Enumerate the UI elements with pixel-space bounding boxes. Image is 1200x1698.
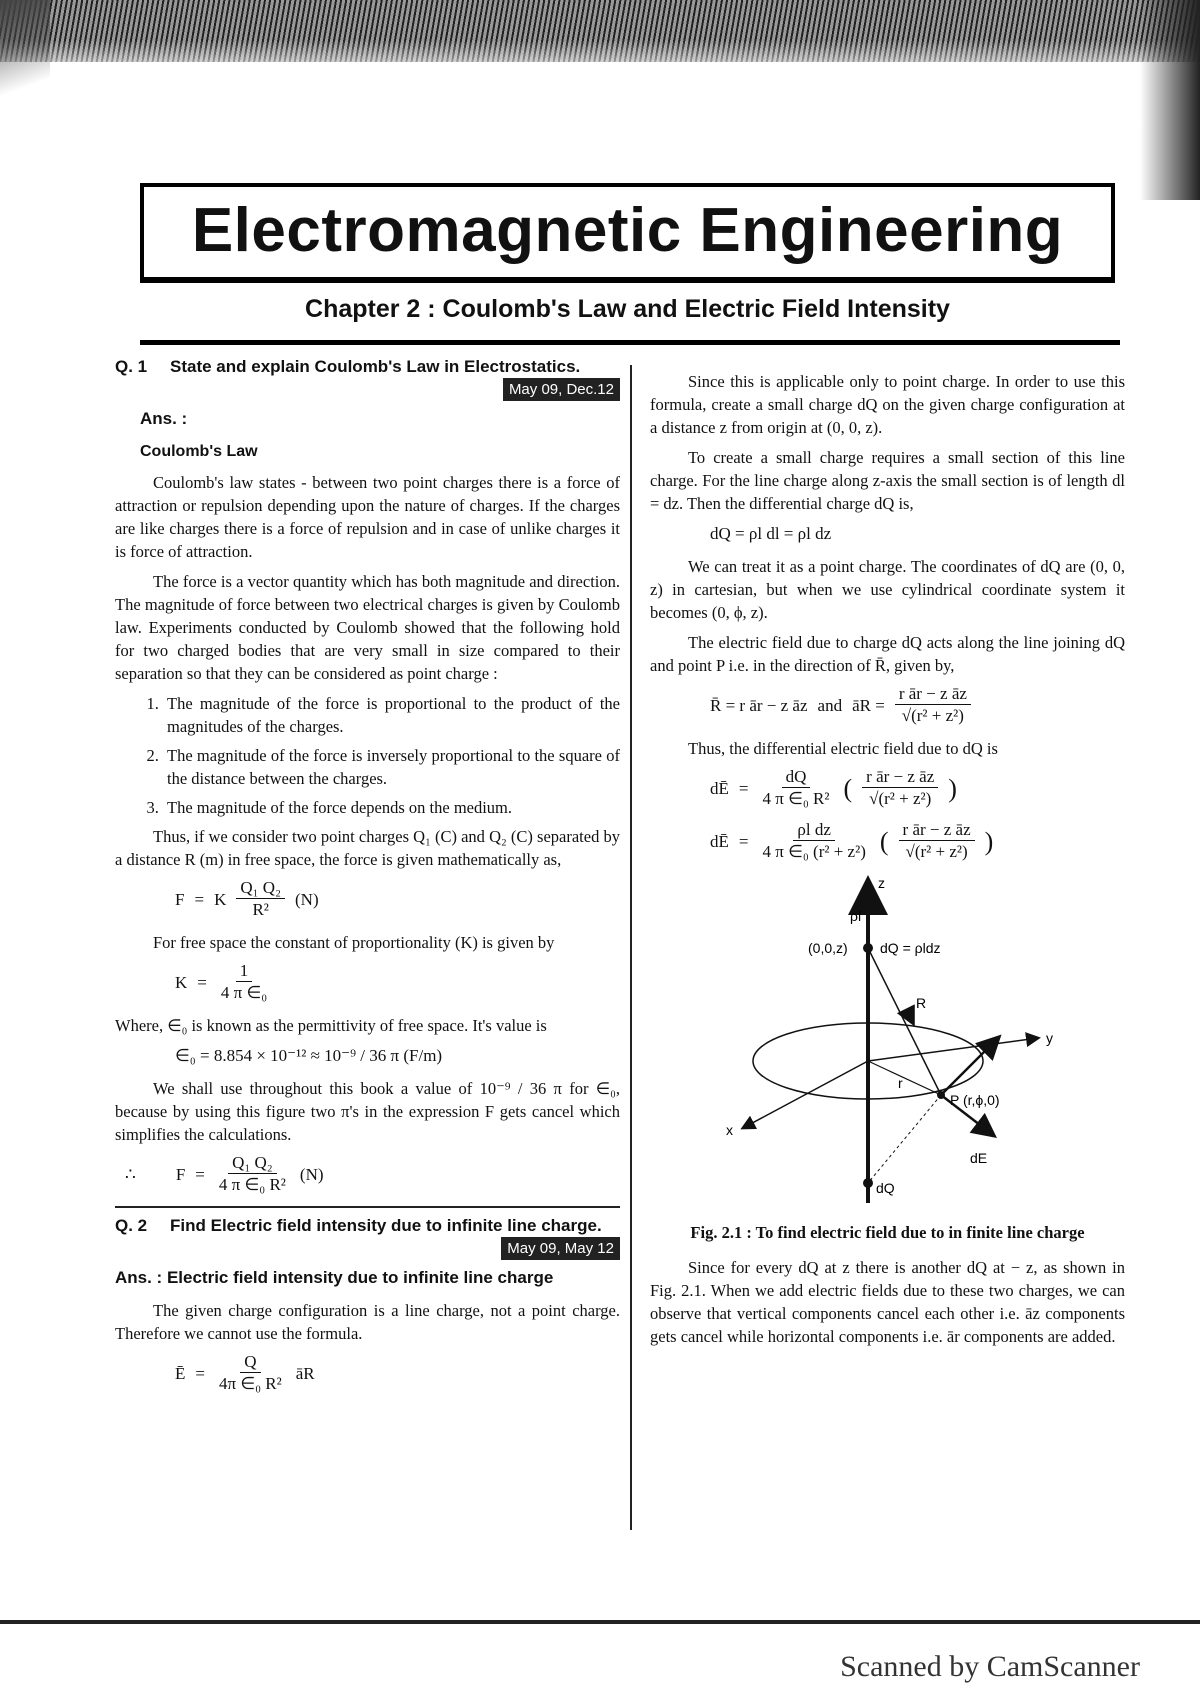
list-item: 1. The magnitude of the force is proportional to the product of the magnitudes of the charges.	[163, 692, 620, 738]
equation-de-2	[710, 820, 1125, 863]
eq-denominator: 4 π ∈₀ (r² + z²)	[762, 842, 866, 861]
paragraph: Where, ∈₀ is known as the permittivity of free space. It's value is	[115, 1016, 547, 1035]
dashed-line	[868, 1095, 941, 1183]
therefore-symbol: ∴	[125, 1165, 136, 1184]
x-label: x	[725, 1122, 733, 1138]
answer-1-label: Ans. :	[140, 409, 188, 428]
answer-2-label: Ans. : Electric field intensity due to infinite line charge	[115, 1268, 554, 1287]
equation-dq: dQ = ρl dl = ρl dz	[710, 524, 832, 543]
eq-sign: =	[194, 890, 205, 909]
eq-lhs: Ē	[175, 1364, 186, 1383]
paragraph: The electric field due to charge dQ acts along the line joining dQ and point P i.e. in the direction of R̄, given by,	[650, 633, 1125, 675]
eq-unit-vector: āR	[295, 1364, 315, 1383]
equation-k	[175, 961, 620, 1004]
origin-label: (0,0,z)	[807, 940, 848, 956]
dq-label: dQ = ρldz	[879, 940, 940, 956]
book-title: Electromagnetic Engineering	[191, 196, 1064, 265]
scan-edge-right	[1140, 0, 1200, 200]
equation-r-vector	[710, 684, 1125, 727]
question-1-exam-badge: May 09, Dec.12	[503, 378, 620, 401]
question-2-heading	[115, 1214, 620, 1260]
eq-numerator: 1	[236, 961, 253, 982]
paragraph: Thus, the differential electric field due to dQ is	[688, 739, 998, 758]
y-axis	[868, 1038, 1038, 1061]
x-axis	[743, 1061, 868, 1128]
paragraph: The force is a vector quantity which has both magnitude and direction. The magnitude of force between two electrical charges is given by Coulomb law. Experiments conducted by Coulomb showed that the following hold for two charged bodies that are very small in size compared to their separation so that they can be considered as point charge :	[115, 572, 620, 683]
eq-sign: =	[738, 832, 749, 851]
eq-lhs: K	[175, 973, 188, 992]
paragraph: We can treat it as a point charge. The coordinates of dQ are (0, 0, z) in cartesian, but when we use cylindrical coordinate system it becomes (0, ϕ, z).	[650, 557, 1125, 622]
eq-fraction	[215, 1153, 290, 1196]
paren-close: )	[948, 774, 957, 803]
eq-denominator: √(r² + z²)	[869, 789, 932, 808]
de-label: dE	[969, 1150, 987, 1166]
coulomb-law-subheading: Coulomb's Law	[140, 443, 258, 460]
eq-unit: (N)	[295, 890, 319, 909]
eq-denominator: 4 π ∈₀ R²	[762, 789, 830, 808]
eq-numerator: Q₁ Q₂	[228, 1153, 277, 1174]
list-item: 2. The magnitude of the force is inversely proportional to the square of the distance between the charges.	[163, 744, 620, 790]
paragraph: We shall use throughout this book a value of 10⁻⁹ / 36 π for ∈₀, because by using this figure two π's in the expression F gets cancel which simplifies the calculations.	[115, 1079, 620, 1144]
eq-lhs: dĒ	[710, 832, 729, 851]
eq-lhs: F	[175, 1165, 186, 1184]
eq-unit: (N)	[299, 1165, 324, 1184]
y-label: y	[1045, 1030, 1053, 1046]
list-item: 3. The magnitude of the force depends on the medium.	[163, 796, 620, 819]
paren-close: )	[984, 827, 994, 856]
scan-edge-left	[0, 0, 50, 120]
equation-coulomb-force	[175, 878, 620, 921]
eq-fraction-2	[862, 767, 938, 810]
eq-lhs-2: āR =	[852, 696, 885, 715]
charge-dot-bottom	[863, 1178, 873, 1188]
chapter-rule	[140, 340, 1120, 345]
eq-sign: =	[195, 1165, 205, 1184]
eq-numerator: dQ	[782, 767, 811, 788]
question-1-label: State and explain Coulomb's Law in Electrostatics.	[170, 357, 581, 376]
eq-numerator: Q₁ Q₂	[236, 878, 285, 899]
paragraph: Since this is applicable only to point charge. In order to use this formula, create a small charge dQ on the given charge configuration at a distance z from origin at (0, 0, z).	[650, 372, 1125, 437]
left-column	[115, 355, 620, 1405]
equation-point-charge-field	[175, 1352, 620, 1395]
equation-de-1	[710, 767, 1125, 810]
p-label: P (r,ϕ,0)	[949, 1092, 1000, 1108]
paragraph: Thus, if we consider two point charges Q₁ (C) and Q₂ (C) separated by a distance R (m) in free space, the force is given mathematically as,	[115, 827, 620, 869]
R-label: R	[915, 995, 926, 1011]
eq-lhs: F	[175, 890, 185, 909]
eq-fraction	[758, 820, 869, 863]
eq-numerator: r ār − z āz	[899, 820, 975, 841]
eq-fraction	[236, 878, 285, 921]
question-2-text	[170, 1214, 620, 1260]
paren-open: (	[843, 774, 853, 803]
eq-numerator: r ār − z āz	[862, 767, 938, 788]
eq-fraction	[215, 1352, 286, 1395]
r-line	[868, 1061, 941, 1095]
equation-force-free-space	[125, 1153, 620, 1196]
eq-denominator: 4π ∈₀ R²	[218, 1374, 282, 1393]
r-label: r	[897, 1075, 903, 1091]
figure-caption: Fig. 2.1 : To find electric field due to in finite line charge	[690, 1223, 1085, 1242]
column-divider	[630, 365, 632, 1530]
section-rule	[115, 1206, 620, 1208]
rho-label: ρl	[849, 908, 861, 924]
eq-fraction	[895, 684, 971, 727]
scan-edge-fade	[0, 40, 1200, 80]
eq-sign: =	[738, 779, 749, 798]
equation-permittivity: ∈₀ = 8.854 × 10⁻¹² ≈ 10⁻⁹ / 36 π (F/m)	[175, 1046, 443, 1065]
eq-fraction	[217, 961, 271, 1004]
point-p	[937, 1091, 945, 1099]
dq-bottom-label: dQ	[875, 1180, 895, 1196]
R-line	[868, 948, 941, 1095]
bottom-rule	[0, 1620, 1200, 1624]
eq-numerator: r ār − z āz	[895, 684, 971, 705]
paragraph: Since for every dQ at z there is another dQ at − z, as shown in Fig. 2.1. When we add electric fields due to these two charges, we can observe that vertical components cancel each other i.e. āz components gets cancel while horizontal components i.e. ār components are added.	[650, 1258, 1125, 1346]
eq-denominator: √(r² + z²)	[901, 706, 964, 725]
paragraph: To create a small charge requires a small section of this line charge. For the line charge along z-axis the small section is of length dl = dz. Then the differential charge dQ is,	[650, 448, 1125, 513]
question-1-text	[170, 355, 620, 401]
eq-numerator: ρl dz	[793, 820, 835, 841]
z-label: z	[877, 875, 885, 891]
eq-fraction	[758, 767, 833, 810]
paren-open: (	[879, 827, 889, 856]
right-column	[650, 370, 1125, 1355]
question-1-number: Q. 1	[115, 357, 148, 376]
title-box	[140, 183, 1115, 283]
eq-sign: =	[195, 1364, 205, 1383]
question-2-number: Q. 2	[115, 1216, 148, 1235]
eq-lhs: dĒ	[710, 779, 729, 798]
question-2-exam-badge: May 09, May 12	[501, 1237, 620, 1260]
eq-and: and	[817, 696, 843, 715]
eq-denominator: 4 π ∈₀	[220, 983, 268, 1002]
eq-denominator: 4 π ∈₀ R²	[218, 1175, 286, 1194]
eq-denominator: √(r² + z²)	[905, 842, 968, 861]
eq-constant: K	[214, 890, 227, 909]
chapter-title: Chapter 2 : Coulomb's Law and Electric Field Intensity	[305, 295, 950, 323]
coulomb-properties-list	[115, 692, 620, 819]
camscanner-watermark: Scanned by CamScanner	[840, 1650, 1140, 1683]
eq-denominator: R²	[252, 900, 269, 919]
eq-lhs: R̄ = r ār − z āz	[710, 696, 808, 715]
paragraph: The given charge configuration is a line charge, not a point charge. Therefore we cannot use the formula.	[115, 1301, 620, 1343]
question-1-heading	[115, 355, 620, 401]
paragraph: Coulomb's law states - between two point charges there is a force of attraction or repulsion depending upon the nature of charges. If the charges are like charges there is a force of repulsion and in case of unlike charges it is force of attraction.	[115, 473, 620, 561]
eq-sign: =	[197, 973, 207, 992]
R-arrow	[908, 1013, 913, 1023]
charge-dot-top	[863, 943, 873, 953]
question-2-label: Find Electric field intensity due to infinite line charge.	[170, 1216, 602, 1235]
line-charge-figure	[708, 873, 1068, 1213]
paragraph: For free space the constant of proportionality (K) is given by	[153, 933, 555, 952]
eq-fraction-2	[899, 820, 975, 863]
eq-numerator: Q	[240, 1352, 260, 1373]
